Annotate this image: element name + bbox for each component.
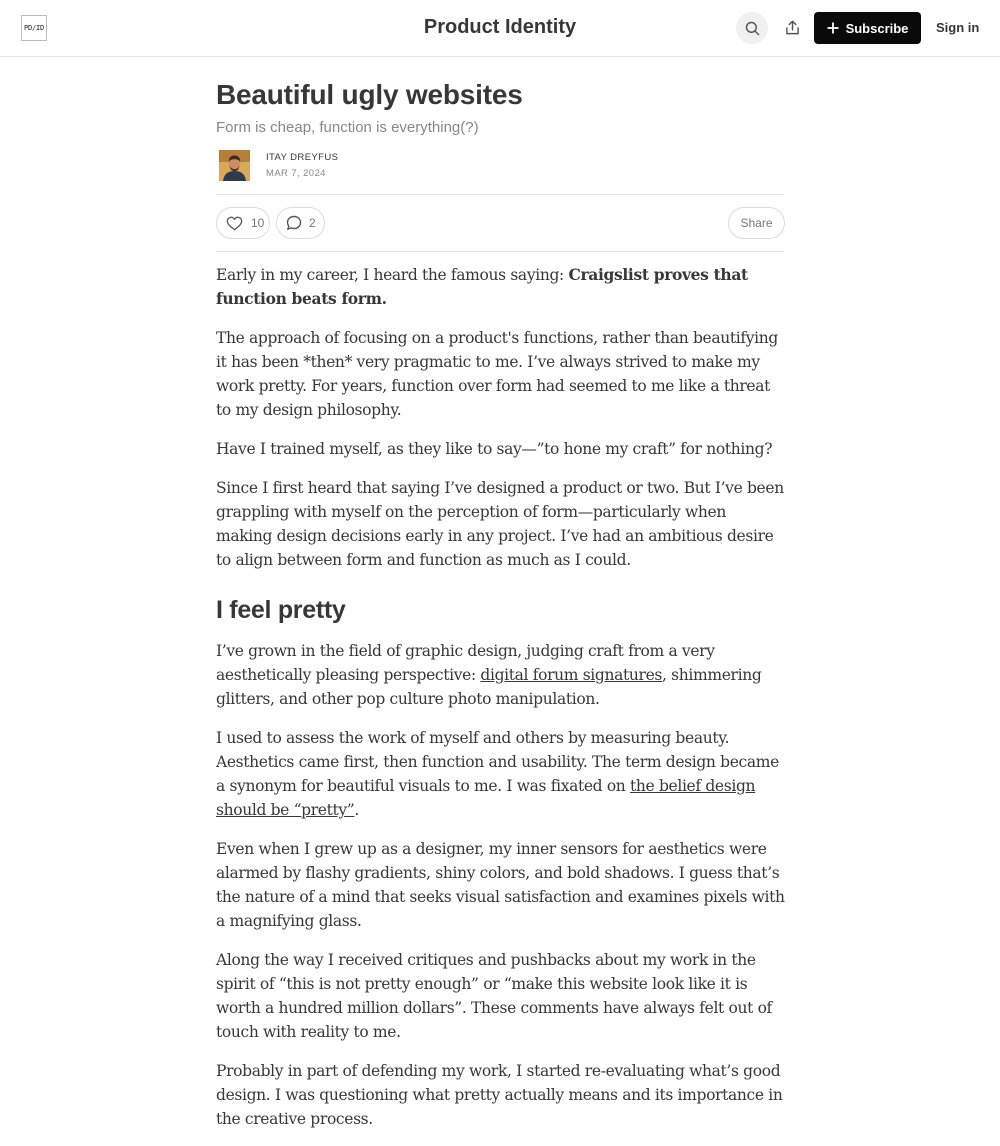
paragraph-text: I used to assess the work of myself and others by measuring beauty. Aesthetics came first, then function and usability. The term design became a synonym for beautiful visuals to me. I was fixated on	[216, 729, 779, 795]
paragraph	[216, 726, 786, 822]
paragraph: Since I first heard that saying I’ve designed a product or two. But I’ve been grappling with myself on the perception of form—particularly when making design decisions early in any project. I’ve had an ambitious desire to align between form and function as much as I could.	[216, 479, 784, 569]
post-subtitle: Form is cheap, function is everything(?)	[216, 119, 479, 136]
publication-title[interactable]: Product Identity	[423, 16, 577, 38]
subscribe-label: Subscribe	[845, 20, 909, 36]
comment-button[interactable]	[276, 207, 325, 239]
publication-logo[interactable]	[21, 15, 47, 41]
comment-count: 2	[309, 216, 316, 230]
avatar-image	[219, 150, 250, 181]
logo-text: PD/ID	[23, 24, 45, 32]
paragraph	[216, 639, 786, 711]
plus-icon	[827, 22, 839, 34]
paragraph-text: .	[354, 801, 359, 819]
author-name[interactable]: ITAY DREYFUS	[266, 152, 339, 163]
divider	[216, 251, 784, 252]
paragraph: Probably in part of defending my work, I started re-evaluating what’s good design. I was questioning what pretty actually means and its importance in the creative process.	[216, 1062, 783, 1128]
belief-design-pretty-link[interactable]: the belief design should be “pretty”	[216, 777, 756, 819]
share-icon	[785, 20, 800, 36]
like-button[interactable]	[216, 207, 270, 239]
post-body	[216, 263, 786, 1146]
search-button[interactable]	[736, 12, 768, 44]
paragraph: Along the way I received critiques and pushbacks about my work in the spirit of “this is not pretty enough” or “make this website look like it is worth a hundred million dollars”. These comments have always felt out of touch with reality to me.	[216, 951, 772, 1041]
section-heading: I feel pretty	[216, 596, 346, 624]
sign-in-link[interactable]: Sign in	[936, 20, 980, 35]
paragraph: The approach of focusing on a product's functions, rather than beautifying it has been *then* very pragmatic to me. I’ve always strived to make my work pretty. For years, function over form had seemed to me like a threat to my design philosophy.	[216, 329, 778, 419]
post-date: MAR 7, 2024	[266, 168, 326, 179]
heart-icon	[226, 216, 243, 231]
share-button[interactable]	[728, 207, 785, 239]
share-publication-button[interactable]	[776, 12, 808, 44]
digital-forum-signatures-link[interactable]: digital forum signatures	[480, 666, 663, 684]
post-title: Beautiful ugly websites	[216, 79, 523, 110]
like-count: 10	[251, 216, 265, 230]
comment-icon	[286, 215, 302, 231]
paragraph-text: Early in my career, I heard the famous saying:	[216, 266, 569, 284]
search-icon	[745, 21, 760, 36]
top-navigation-bar	[0, 0, 1000, 57]
bold-quote: Craigslist proves that function beats form.	[216, 265, 748, 308]
paragraph	[216, 263, 786, 311]
paragraph-text: , shimmering glitters, and other pop culture photo manipulation.	[216, 666, 762, 708]
subscribe-button[interactable]	[814, 12, 921, 44]
divider	[216, 194, 784, 195]
paragraph: Have I trained myself, as they like to say—”to hone my craft” for nothing?	[216, 440, 773, 458]
paragraph-text: I’ve grown in the field of graphic design, judging craft from a very aesthetically pleasing perspective:	[216, 642, 715, 684]
author-avatar[interactable]	[219, 150, 250, 181]
share-label: Share	[740, 216, 773, 230]
paragraph: Even when I grew up as a designer, my inner sensors for aesthetics were alarmed by flashy gradients, shiny colors, and bold shadows. I guess that’s the nature of a mind that seeks visual satisfaction and examines pixels with a magnifying glass.	[216, 840, 785, 930]
